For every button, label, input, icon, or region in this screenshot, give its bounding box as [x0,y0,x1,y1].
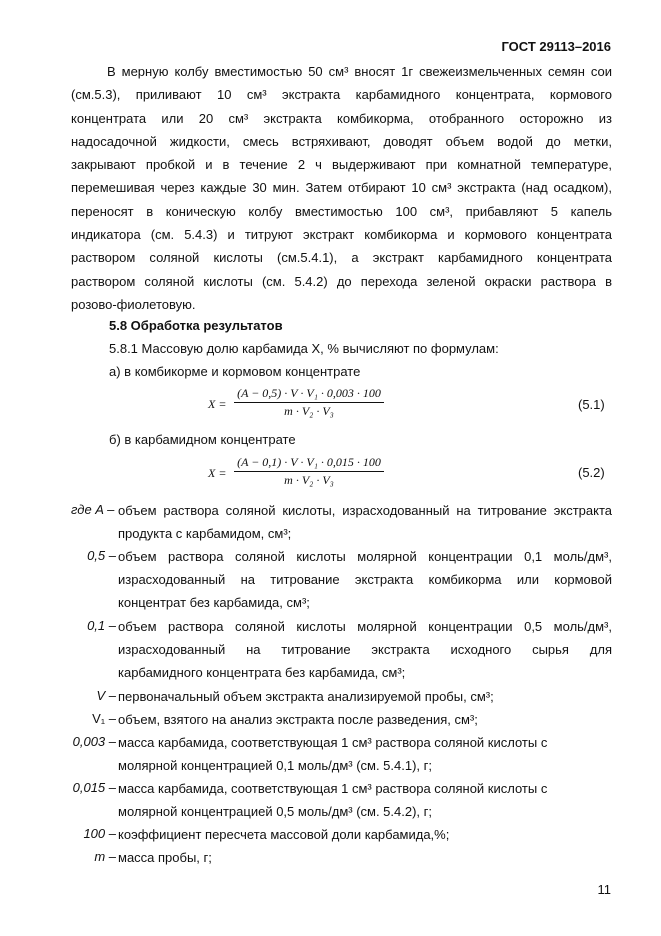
def-symbol: 0,5 – [87,548,116,563]
def-line: концентрат без карбамида, см³; [118,595,310,610]
paragraph-line: перемешивая через каждые 30 мин. Затем отбирают 10 см³ экстракта (над осадком), [71,180,612,196]
def-line: масса карбамида, соответствующая 1 см³ раствора соляной кислоты с [118,735,548,750]
def-symbol: где A – [71,502,115,517]
def-symbol: V – [96,688,116,703]
def-line: карбамидного концентрата без карбамида, см³; [118,665,406,680]
formula-denominator: m · V₂ · V₃ [284,473,334,487]
def-symbol: 0,003 – [72,734,116,749]
paragraph-line: надосадочной жидкости, смесь встряхивают, доводят объем водой до метки, [71,133,612,149]
def-line: израсходованный на титрование экстракта комбикорма или кормовой [118,572,612,587]
paragraph-line: (см.5.3), приливают 10 см³ экстракта карбамидного концентрата, кормового [71,87,612,103]
equation-number: (5.1) [578,397,605,412]
def-text [118,499,612,545]
formula-denominator: m · V₂ · V₃ [284,404,334,418]
item-a: а) в комбикорме и кормовом концентрате [109,364,361,379]
formula-fraction [234,455,384,488]
def-symbol: m – [94,849,116,864]
def-symbol: V₁ – [92,711,116,726]
paragraph-line: индикатора (см. 5.4.3) и титруют экстракт комбикорма и кормового концентрата [71,227,612,243]
def-text [118,685,612,708]
def-line: объем раствора соляной кислоты молярной концентрации 0,1 моль/дм³, [118,549,612,564]
def-line: объем раствора соляной кислоты молярной концентрации 0,5 моль/дм³, [118,619,612,634]
equation-number: (5.2) [578,465,605,480]
document-header: ГОСТ 29113–2016 [501,39,611,54]
item-b: б) в карбамидном концентрате [109,432,296,447]
def-text [118,545,612,614]
def-symbol: 100 – [83,826,116,841]
def-text [118,615,612,684]
formula-numerator: (A − 0,5) · V · V₁ · 0,003 · 100 [234,386,384,403]
def-line: молярной концентрацией 0,1 моль/дм³ (см. 5.4.1), г; [118,758,433,773]
formula-fraction [234,386,384,419]
paragraph-line: В мерную колбу вместимостью 50 см³ вносят 1г свежеизмельченных семян сои [107,64,612,79]
def-line: израсходованный на титрование экстракта исходного сырья для [118,642,612,657]
def-text [118,777,612,823]
method-paragraph [71,60,612,316]
formula-numerator: (A − 0,1) · V · V₁ · 0,015 · 100 [234,455,384,472]
paragraph-line: розово-фиолетовую. [71,296,196,312]
formula-lhs: X = [208,397,227,411]
def-line: объем, взятого на анализ экстракта после разведения, см³; [118,712,478,727]
def-line: первоначальный объем экстракта анализируемой пробы, см³; [118,689,494,704]
formula-5-1 [208,386,388,426]
formula-5-2 [208,455,388,495]
def-symbol: 0,1 – [87,618,116,633]
clause-581: 5.8.1 Массовую долю карбамида X, % вычисляют по формулам: [109,341,499,356]
section-title: 5.8 Обработка результатов [109,318,283,333]
paragraph-line: переносят в коническую колбу вместимостью 100 см³, прибавляют 5 капель [71,203,612,219]
def-line: коэффициент пересчета массовой доли карбамида,%; [118,827,450,842]
def-line: молярной концентрацией 0,5 моль/дм³ (см. 5.4.2), г; [118,804,433,819]
def-line: масса пробы, г; [118,850,212,865]
def-text [118,731,612,777]
def-symbol: 0,015 – [72,780,116,795]
def-text [118,823,612,846]
page-number: 11 [597,882,611,897]
def-text [118,708,612,731]
paragraph-line: закрывают пробкой и в течение 2 ч выдерживают при комнатной температуре, [71,157,612,173]
paragraph-line: концентрата или 20 см³ экстракта комбикорма, отобранного осторожно из [71,110,612,126]
def-line: объем раствора соляной кислоты, израсходованный на титрование экстракта [118,503,612,518]
paragraph-line: раствором соляной кислоты (см. 5.4.2) до перехода зеленой окраски раствора в [71,273,612,289]
def-line: продукта с карбамидом, см³; [118,526,292,541]
paragraph-line: раствором соляной кислоты (см.5.4.1), а экстракт карбамидного концентрата [71,250,612,266]
def-line: масса карбамида, соответствующая 1 см³ раствора соляной кислоты с [118,781,548,796]
def-text [118,846,612,869]
formula-lhs: X = [208,466,227,480]
